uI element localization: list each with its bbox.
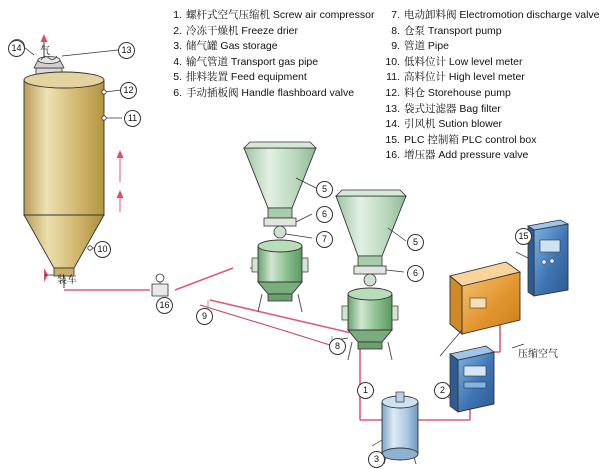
legend-item-text: 螺杆式空气压缩机 Screw air compressor <box>186 9 375 21</box>
freeze-drier <box>440 346 494 412</box>
legend-item-text: 增压器 Add pressure valve <box>404 149 529 162</box>
legend-column-left <box>162 8 392 102</box>
legend-item-number: 12. <box>385 86 400 99</box>
legend-item-number: 14. <box>385 118 400 131</box>
legend-item <box>380 55 595 71</box>
legend-item <box>380 86 595 102</box>
legend-item <box>162 55 392 71</box>
callout-9: 9 <box>196 308 213 325</box>
legend-item-number: 4. <box>173 55 182 68</box>
callout-14: 14 <box>8 40 25 57</box>
legend-item <box>380 148 595 164</box>
pipeline-secondary <box>200 305 330 345</box>
legend-item-number: 6. <box>173 86 182 99</box>
callout-8: 8 <box>329 338 346 355</box>
legend-item-text: 电动卸料阀 Electromotion discharge valve <box>404 9 600 21</box>
legend-item-text: 冷冻干燥机 Freeze drier <box>186 24 299 37</box>
feed-hopper-lower <box>336 190 406 286</box>
callout-7: 7 <box>316 231 333 248</box>
legend-item-text: 袋式过滤器 Bag filter <box>404 102 501 115</box>
legend-item-number: 2. <box>173 24 182 37</box>
label-discharge-truck: 装车 <box>57 275 77 286</box>
legend-item-text: 料仓 Storehouse pump <box>404 86 511 99</box>
callout-2: 2 <box>434 382 451 399</box>
callout-13: 13 <box>118 42 135 59</box>
legend-item <box>380 8 600 24</box>
legend-column-right <box>380 8 600 164</box>
legend-item <box>162 70 392 86</box>
legend-item <box>380 70 595 86</box>
legend-item-number: 11. <box>386 71 400 84</box>
legend-item-text: 储气罐 Gas storage <box>186 40 278 53</box>
legend-item-text: 管道 Pipe <box>404 40 449 53</box>
callout-1: 1 <box>357 382 374 399</box>
callout-3: 3 <box>368 451 385 468</box>
legend-item <box>162 86 392 102</box>
legend-item-number: 9. <box>391 40 400 53</box>
legend-item <box>162 8 392 24</box>
callout-12: 12 <box>120 82 137 99</box>
label-air-inlet: 气 <box>40 46 50 57</box>
legend-item-number: 5. <box>173 71 182 84</box>
legend-item-number: 15. <box>385 133 400 146</box>
legend-item-text: 手动插板阀 Handle flashboard valve <box>186 86 355 99</box>
callout-5-upper: 5 <box>316 181 333 198</box>
legend-item-text: PLC 控制箱 PLC control box <box>404 133 537 146</box>
callout-10: 10 <box>94 241 111 258</box>
legend-item-number: 8. <box>391 24 400 37</box>
legend-item-number: 1. <box>173 9 182 21</box>
legend-item-number: 3. <box>173 40 182 53</box>
feed-hopper-upper <box>244 142 316 238</box>
legend-item-number: 10. <box>385 55 400 68</box>
legend-item <box>162 24 392 40</box>
callout-16: 16 <box>156 297 173 314</box>
transport-pump-upper <box>252 240 308 312</box>
legend-item <box>380 24 595 40</box>
callout-15: 15 <box>515 228 532 245</box>
legend-item-number: 16. <box>385 149 400 162</box>
legend-item-text: 引风机 Sution blower <box>404 118 503 131</box>
callout-5-lower: 5 <box>407 234 424 251</box>
callout-6-lower: 6 <box>407 265 424 282</box>
legend-item-text: 输气管道 Transport gas pipe <box>186 55 319 68</box>
legend-item <box>162 39 392 55</box>
callout-11: 11 <box>124 110 141 127</box>
legend-item <box>380 39 595 55</box>
legend-item <box>380 102 595 118</box>
label-compressed-air: 压缩空气 <box>518 349 558 360</box>
legend-item <box>380 117 595 133</box>
legend-item-text: 低料位计 Low level meter <box>404 55 523 68</box>
legend-item-text: 高料位计 High level meter <box>404 71 525 84</box>
legend-item <box>380 133 595 149</box>
legend-item-number: 13. <box>385 102 400 115</box>
legend-item-number: 7. <box>391 9 400 21</box>
legend-item-text: 排料装置 Feed equipment <box>186 71 307 84</box>
legend-item-text: 仓泵 Transport pump <box>404 24 502 37</box>
callout-6-upper: 6 <box>316 206 333 223</box>
screw-air-compressor <box>440 262 520 356</box>
